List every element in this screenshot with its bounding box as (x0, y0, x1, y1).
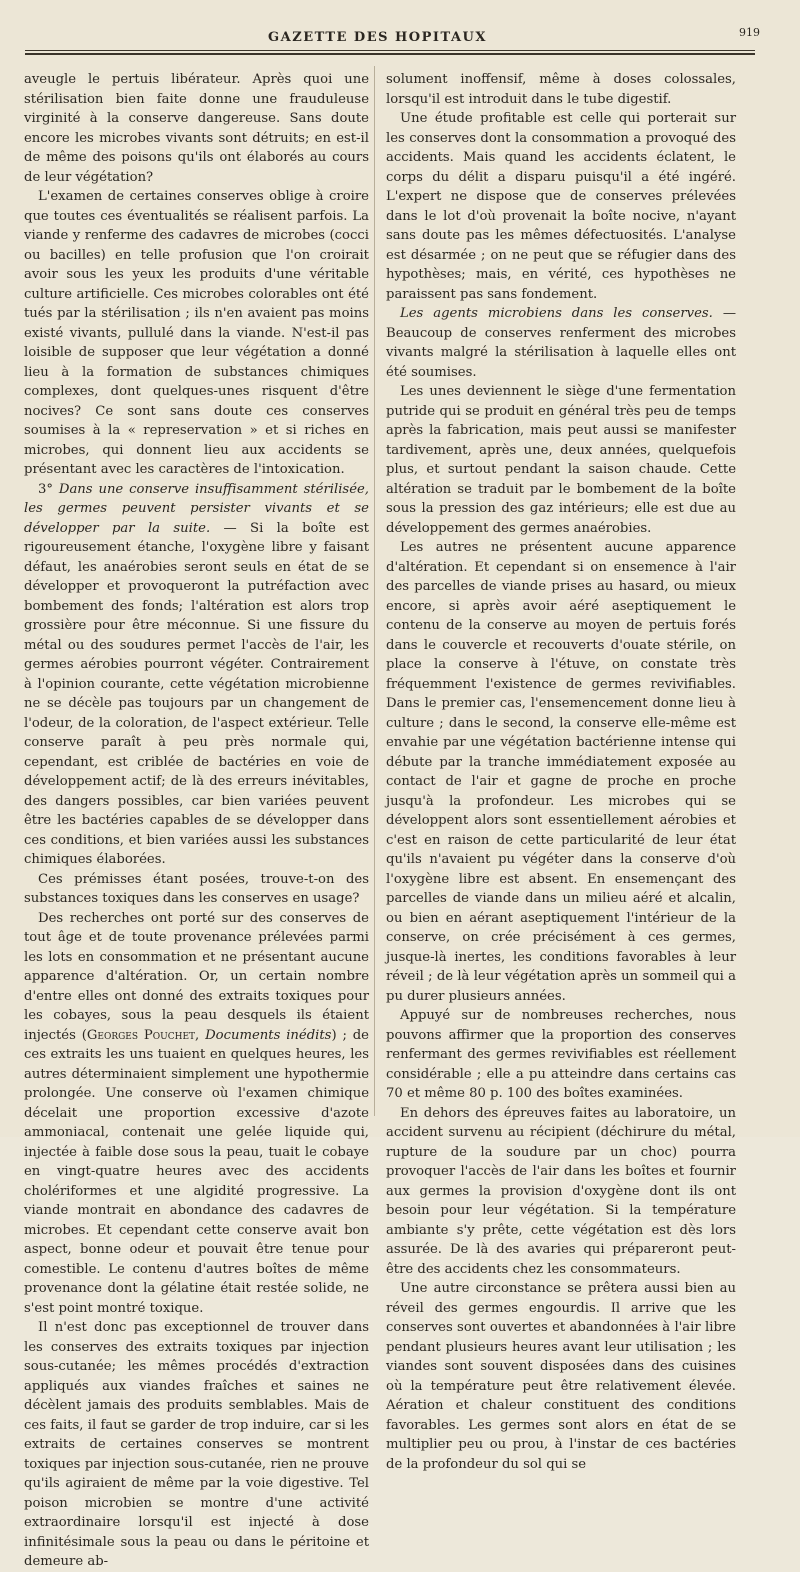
source-title: Documents inédits (205, 1027, 332, 1043)
paragraph: aveugle le pertuis libérateur. Après quoi une stérilisation bien faite donne une frauduleuse virginité à la conserve dangereuse. Sans doute encore les microbes vivants sont détruits; en est-il de même des poisons qu'ils ont élaborés au cours de leur végétation? (24, 72, 369, 185)
column-divider (374, 66, 375, 1116)
paragraph: Il n'est donc pas exceptionnel de trouver dans les conserves des extraits toxiques par injection sous-cutanée; les mêmes procédés d'extraction appliqués aux viandes fraîches et saines ne décèlent jamais des produits semblables. Mais de ces faits, il faut se garder de trop induire, car si les extraits de certaines conserves se montrent toxiques par injection sous-cutanée, rien ne prouve qu'ils agiraient de même par la voie digestive. Tel poison microbien se montre d'une activité extraordinaire lorsqu'il est injecté à dose infinitésimale sous la peau ou dans le péritoine et demeure ab- (24, 1320, 369, 1569)
section-heading: Dans une conserve insuffisamment stérilisée, les germes peuvent persister vivants et se développer par la suite. (24, 481, 369, 536)
header-rule-thick (25, 53, 755, 55)
paragraph: Les autres ne présentent aucune apparence d'altération. Et cependant si on ensemence à l'air des parcelles de viande prises au hasard, ou mieux encore, si après avoir aéré aseptiquement le contenu de la conserve au moyen de pertuis forés dans le couvercle et recouverts d'ouate stérile, on place la conserve à l'étuve, on constate très fréquemment l'existence de germes revivifiables. Dans le premier cas, l'ensemencement donne lieu à culture ; dans le second, la conserve elle-même est envahie par une végétation bactérienne intense qui débute par la tranche immédiatement exposée au contact de l'air et gagne de proche en proche jusqu'à la profondeur. Les microbes qui se développent alors sont essentiellement aérobies et c'est en raison de cette particularité de leur état qu'ils n'avaient pu végéter dans la conserve d'où l'oxygène libre est absent. En ensemençant des parcelles de viande dans un milieu aéré et alcalin, ou bien en aérant aseptiquement l'intérieur de la conserve, on crée précisément à ces germes, jusque-là inertes, les conditions favorables à leur réveil ; de là leur végétation après un sommeil qui a pu durer plusieurs années. (386, 540, 736, 1004)
paragraph: Ces prémisses étant posées, trouve-t-on des substances toxiques dans les conserves en usage? (24, 871, 369, 906)
page-header (25, 26, 760, 50)
paragraph-body: — Beaucoup de conserves renferment des microbes vivants malgré la stérilisation à laquelle elles ont été soumises. (386, 306, 736, 380)
paragraph: En dehors des épreuves faites au laboratoire, un accident survenu au récipient (déchirure du métal, rupture de la soudure par un choc) pourra provoquer l'accès de l'air dans les boîtes et fournir aux germes la provision d'oxygène dont ils ont besoin pour leur végétation. Si la température ambiante s'y prête, cette végétation est dès lors assurée. De là des avaries qui prépareront peut-être des accidents chez les consommateurs. (386, 1105, 736, 1277)
paragraph (24, 909, 369, 1319)
paragraph-body: — Si la boîte est rigoureusement étanche, l'oxygène libre y faisant défaut, les anaérobies seront seuls en état de se développer et provoqueront la putréfaction avec bombement des fonds; l'altération est alors trop grossière pour être méconnue. Si une fissure du métal ou des soudures permet l'accès de l'air, les germes aérobies pourront végéter. Contrairement à l'opinion courante, cette végétation microbienne ne se décèle pas toujours par un changement de l'odeur, de la coloration, de l'aspect extérieur. Telle conserve paraît à peu près normale qui, cependant, est criblée de bactéries en voie de développement actif; de là des erreurs inévitables, des dangers possibles, car bien variées peuvent être les bactéries capables de se développer dans ces conditions, et bien variées aussi les substances chimiques élaborées. (24, 520, 369, 867)
paragraph: Appuyé sur de nombreuses recherches, nous pouvons affirmer que la proportion des conserves renfermant des germes revivifiables est réellement considérable ; elle a pu atteindre dans certains cas 70 et même 80 p. 100 des boîtes examinées. (386, 1008, 736, 1101)
paragraph (24, 480, 369, 870)
paragraph-text: Des recherches ont porté sur des conserves de tout âge et de toute provenance prélevées parmi les lots en consommation et ne présentant aucune apparence d'altération. Or, un certain nombre d'entre elles ont donné des extraits toxiques pour les cobayes, sous la peau desquels ils étaient injectés ( (24, 910, 369, 1043)
page-number: 919 (739, 26, 760, 39)
separator: , (195, 1027, 206, 1043)
author-name: Georges Pouchet (86, 1027, 196, 1043)
header-rule-thin (25, 50, 755, 51)
paragraph: solument inoffensif, même à doses colossales, lorsqu'il est introduit dans le tube digestif. (386, 72, 736, 107)
paragraph-text: ) ; de ces extraits les uns tuaient en quelques heures, les autres déterminaient simplement une hypothermie prolongée. Une conserve où l'examen chimique décelait une proportion excessive d'azote ammoniacal, contenait une gelée liquide qui, injectée à faible dose sous la peau, tuait le cobaye en vingt-quatre heures avec des accidents cholériformes et une algidité progressive. La viande montrait en abondance des cadavres de microbes. Et cependant cette conserve avait bon aspect, bonne odeur et pouvait être tenue pour comestible. Le contenu d'autres boîtes de même provenance dont la gélatine était restée solide, ne s'est point montré toxique. (24, 1027, 369, 1316)
section-heading: Les agents microbiens dans les conserves. (400, 306, 713, 321)
paragraph: Les unes deviennent le siège d'une fermentation putride qui se produit en général très peu de temps après la fabrication, mais peut aussi se manifester tardivement, après une, deux années, quelquefois plus, et surtout pendant la saison chaude. Cette altération se traduit par le bombement de la boîte sous la pression des gaz intérieurs; elle est due au développement des germes anaérobies. (386, 384, 736, 536)
right-column (386, 70, 736, 1474)
paragraph (386, 304, 736, 382)
left-column (24, 70, 369, 1572)
journal-title: GAZETTE DES HOPITAUX (268, 30, 487, 45)
paragraph: Une autre circonstance se prêtera aussi bien au réveil des germes engourdis. Il arrive que les conserves sont ouvertes et abandonnées à l'air libre pendant plusieurs heures avant leur utilisation ; les viandes sont souvent disposées dans des cuisines où la température peut être relativement élevée. Aération et chaleur constituent des conditions favorables. Les germes sont alors en état de se multiplier peu ou prou, à l'instar de ces bactéries de la profondeur du sol qui se (386, 1281, 736, 1472)
section-number: 3° (38, 481, 53, 497)
paragraph: Une étude profitable est celle qui porterait sur les conserves dont la consommation a provoqué des accidents. Mais quand les accidents éclatent, le corps du délit a disparu puisqu'il a été ingéré. L'expert ne dispose que de conserves prélevées dans le lot d'où provenait la boîte nocive, n'ayant sans doute pas les mêmes défectuosités. L'analyse est désarmée ; on ne peut que se réfugier dans des hypothèses; mais, en vérité, ces hypothèses ne paraissent pas sans fondement. (386, 111, 736, 302)
paragraph: L'examen de certaines conserves oblige à croire que toutes ces éventualités se réalisent parfois. La viande y renferme des cadavres de microbes (cocci ou bacilles) en telle profusion que l'on croirait avoir sous les yeux les produits d'une véritable culture artificielle. Ces microbes colorables ont été tués par la stérilisation ; ils n'en avaient pas moins existé vivants, pullulé dans la viande. N'est-il pas loisible de supposer que leur végétation a donné lieu à la formation de substances chimiques complexes, dont quelques-unes risquent d'être nocives? Ce sont sans doute ces conserves soumises à la « represervation » et si riches en microbes, qui donnent lieu aux accidents se présentant avec les caractères de l'intoxication. (24, 189, 369, 477)
